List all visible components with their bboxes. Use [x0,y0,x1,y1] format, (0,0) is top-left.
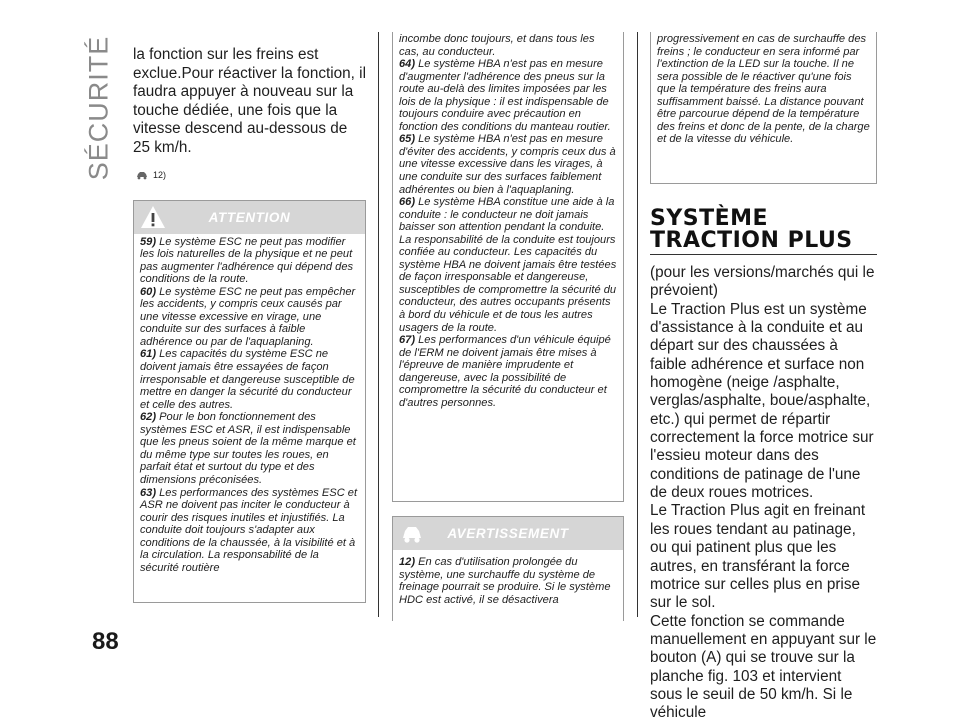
car-warning-icon [399,520,425,546]
intro-paragraph: la fonction sur les freins est exclue.Pour réactiver la fonction, il faudra appuyer à nouveau sur la touche dédiée, une fois que la vitesse descend au-dessous de 25 km/h. [133,46,366,156]
column-divider [637,32,638,617]
paragraph-activation: Cette fonction se commande manuellement en appuyant sur le bouton (A) qui se trouve sur la planche fig. 103 et intervient sous le seuil de 50 km/h. Si le véhicule [650,612,877,722]
paragraph-description: Le Traction Plus est un système d'assistance à la conduite et au départ sur des chaussées à faible adhérence et surface non homogène (neige /asphalte, verglas/asphalte, boue/asphalte, etc.) qui permet de répartir correctement la force motrice sur l'essieu moteur dans des conditions de patinage de l'une de deux roues motrices. [650,300,874,502]
attention-box [133,200,366,603]
note-65: 65) Le système HBA n'est pas en mesure d'éviter des accidents, y compris ceux dus à une vitesse excessive dans les virages, à une conduite sur des surfaces faiblement adhérentes ou bien à l'aquaplaning. [399,133,616,196]
column-2 [392,32,624,621]
avertissement-box-continued [650,32,877,184]
note-60: 60) Le système ESC ne peut pas empêcher les accidents, y compris ceux causés par une vitesse excessive en virage, une conduite sur des surfaces à faible adhérence ou par de l'aquaplaning. [140,285,356,348]
note-61: 61) Les capacités du système ESC ne doivent jamais être essayées de façon irresponsable et dangereuse susceptible de mettre en danger la sécurité du conducteur et celle des autres. [140,348,355,411]
warning-reference: 12) [135,170,366,180]
section-heading-block [650,208,877,255]
section-side-title: SÉCURITÉ [83,35,114,180]
attention-box-continued [392,32,624,502]
note-66: 66) Le système HBA constitue une aide à la conduite : le conducteur ne doit jamais baisser son attention pendant la conduite. La responsabilité de la conduite est toujours confiée au conducteur. Les capacités du système HBA ne doivent jamais être testées de façon irresponsable et dangereuse, susceptibles de compromettre la sécurité du conducteur, des autres occupants présents à bord du véhicule et de tous les autres usagers de la route. [399,196,617,334]
note-59: 59) Le système ESC ne peut pas modifier les lois naturelles de la physique et ne peut pas augmenter l'adhérence qui dépend des conditions de la route. [140,235,354,286]
heading-rule [650,254,877,255]
note-63-continued: incombe donc toujours, et dans tous les cas, au conducteur. [399,33,595,58]
attention-title: ATTENTION [208,209,291,225]
note-62: 62) Pour le bon fonctionnement des systèmes ESC et ASR, il est indispensable que les pneus soient de la même marque et du même type sur toutes les roues, en parfait état et surtout du type et des dimensions préconisées. [140,411,356,486]
note-12: 12) En cas d'utilisation prolongée du système, une surchauffe du système de freinage pourrait se produire. Si le système HDC est activé, il se désactivera [399,556,611,606]
note-67: 67) Les performances d'un véhicule équipé de l'ERM ne doivent jamais être mises à l'épreuve de manière imprudente et dangereuse, avec la possibilité de compromettre la sécurité du conducteur et d'autres personnes. [399,334,611,409]
note-64: 64) Le système HBA n'est pas en mesure d'augmenter l'adhérence des pneus sur la route au-delà des limites imposées par les lois de la physique : il est indispensable de toujours conduire avec précaution en fonction des conditions du manteau routier. [399,58,611,133]
page-number: 88 [92,628,119,655]
column-3 [650,32,877,723]
paragraph-operation: Le Traction Plus agit en freinant les roues tendant au patinage, ou qui patinent plus que les autres, en transférant la force motrice sur celles plus en prise sur le sol. [650,502,866,612]
avertissement-header [393,517,623,550]
car-warning-icon [135,170,149,180]
note-63: 63) Les performances des systèmes ESC et ASR ne doivent pas inciter le conducteur à courir des risques inutiles et injustifiés. La conduite doit toujours s'adapter aux conditions de la chaussée, à la visibilité et à la circulation. La responsabilité de la sécurité routière [140,486,358,574]
column-1 [133,46,366,603]
avertissement-title: AVERTISSEMENT [447,526,569,541]
warning-triangle-icon [140,204,166,230]
availability-note: (pour les versions/marchés qui le prévoient) [650,264,875,300]
section-heading: SYSTÈME TRACTION PLUS [650,206,853,253]
attention-header [134,201,365,234]
avertissement-box [392,516,624,621]
note-12-continued: progressivement en cas de surchauffe des freins ; le conducteur en sera informé par l'extinction de la LED sur la touche. Il ne sera possible de le réactiver qu'une fois que la température des freins aura suffisamment baissé. La distance pouvant être parcourue dépend de la température des freins et donc de la pente, de la charge et de la vitesse du véhicule. [657,33,870,146]
column-divider [378,32,379,617]
